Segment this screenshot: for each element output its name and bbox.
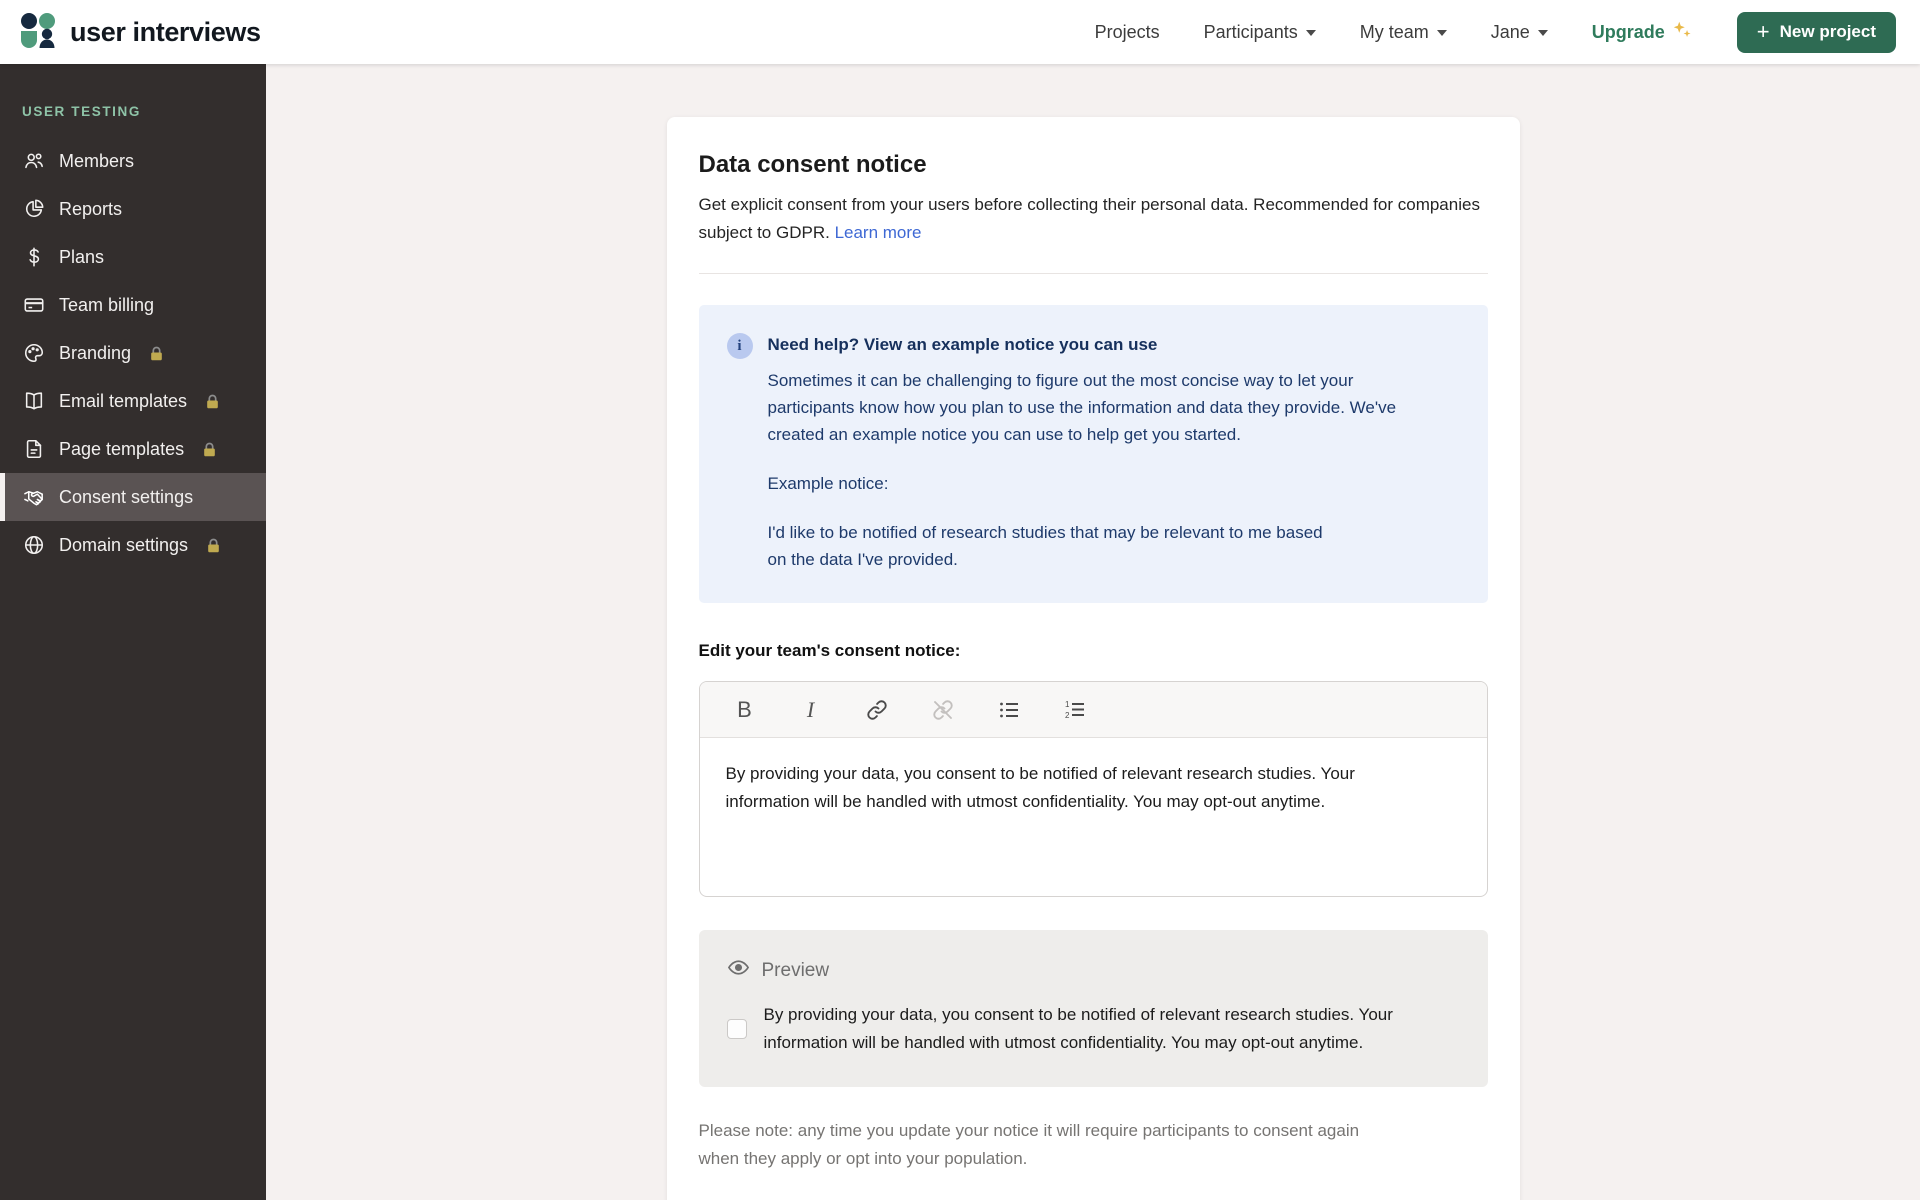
sidebar-item-page-templates[interactable] <box>0 425 266 473</box>
editor-content-text: By providing your data, you consent to be notified of relevant research studies. Your information will be handled with utmost confidentiality. You may opt-out anytime. <box>725 764 1355 811</box>
palette-icon <box>22 342 46 364</box>
preview-panel <box>699 930 1488 1087</box>
sidebar-item-reports[interactable] <box>0 185 266 233</box>
sidebar-item-label: Plans <box>59 246 105 267</box>
top-nav <box>1095 12 1896 53</box>
sidebar-item-label: Domain settings <box>59 534 189 555</box>
sidebar-item-branding[interactable] <box>0 329 266 377</box>
unlink-button[interactable] <box>930 697 956 723</box>
page-description-text: Get explicit consent from your users before collecting their personal data. Recommended for companies subject to GDPR. <box>698 195 1480 242</box>
globe-icon <box>22 534 46 556</box>
credit-card-icon <box>22 294 46 316</box>
lock-icon <box>201 441 218 458</box>
sidebar-item-label: Email templates <box>59 390 188 411</box>
sidebar-item-team-billing[interactable] <box>0 281 266 329</box>
link-button[interactable] <box>864 697 890 723</box>
preview-header <box>727 956 1460 985</box>
preview-consent-text: By providing your data, you consent to be notified of relevant research studies. Your information will be handled with utmost confidentiality. You may opt-out anytime. <box>763 1005 1393 1052</box>
main-content <box>266 64 1920 1200</box>
example-notice-text: I'd like to be notified of research studies that may be relevant to me based on the data I've provided. <box>767 523 1323 569</box>
sidebar-item-members[interactable] <box>0 137 266 185</box>
help-callout-body: Sometimes it can be challenging to figure out the most concise way to let your participants know how you plan to use the information and data they provide. We've created an example notice you can use to help get you started. <box>767 371 1397 444</box>
bold-button[interactable]: B <box>732 697 758 723</box>
dollar-icon <box>22 246 46 268</box>
numbered-list-button[interactable] <box>1062 697 1088 723</box>
lock-icon <box>148 345 165 362</box>
nav-user-menu[interactable] <box>1491 22 1548 43</box>
bullet-list-button[interactable] <box>996 697 1022 723</box>
consent-checkbox[interactable] <box>727 1019 747 1039</box>
learn-more-link[interactable]: Learn more <box>834 223 922 242</box>
nav-participants[interactable] <box>1204 22 1316 43</box>
lock-icon <box>204 393 221 410</box>
sidebar-item-label: Page templates <box>59 438 185 459</box>
consent-settings-card <box>667 117 1520 1200</box>
logo-text: user interviews <box>70 16 261 47</box>
document-icon <box>22 438 46 460</box>
nav-projects[interactable] <box>1095 22 1160 43</box>
logo-icon <box>18 10 58 55</box>
sidebar-item-email-templates[interactable] <box>0 377 266 425</box>
new-project-button[interactable] <box>1737 12 1896 53</box>
sidebar-item-consent-settings[interactable] <box>0 473 266 521</box>
chevron-down-icon <box>1306 30 1316 36</box>
rich-text-editor <box>699 681 1488 897</box>
update-note: Please note: any time you update your notice it will require participants to consent again when they apply or opt into your population. <box>698 1121 1360 1168</box>
example-notice-label: Example notice: <box>767 474 889 493</box>
nav-my-team[interactable] <box>1360 22 1447 43</box>
nav-my-team-label: My team <box>1359 21 1429 42</box>
sidebar <box>0 64 266 1200</box>
info-icon: i <box>727 333 753 359</box>
divider <box>699 273 1488 274</box>
members-icon <box>22 150 46 172</box>
help-callout-content <box>768 331 1423 573</box>
new-project-label: New project <box>1779 22 1876 41</box>
editor-label: Edit your team's consent notice: <box>698 641 961 660</box>
sidebar-section-label: USER TESTING <box>22 104 141 119</box>
help-callout-title: Need help? View an example notice you can use <box>767 335 1158 354</box>
top-navbar <box>0 0 1920 64</box>
preview-label: Preview <box>761 959 830 981</box>
plus-icon: + <box>1756 19 1770 44</box>
svg-text:2: 2 <box>1064 710 1069 720</box>
handshake-icon <box>22 486 46 509</box>
svg-text:1: 1 <box>1064 699 1069 709</box>
sidebar-item-label: Members <box>59 150 135 171</box>
chevron-down-icon <box>1437 30 1447 36</box>
page-description <box>699 191 1488 247</box>
sidebar-item-domain-settings[interactable] <box>0 521 266 569</box>
preview-consent-row <box>727 1001 1460 1057</box>
italic-button[interactable]: I <box>798 697 824 723</box>
nav-projects-label: Projects <box>1094 21 1160 42</box>
eye-icon <box>727 956 750 985</box>
sidebar-item-label: Reports <box>59 198 123 219</box>
upgrade-label: Upgrade <box>1591 21 1665 42</box>
lock-icon <box>205 537 222 554</box>
editor-toolbar <box>700 682 1487 738</box>
sparkles-icon <box>1671 19 1693 46</box>
help-callout <box>699 305 1488 603</box>
nav-participants-label: Participants <box>1203 21 1298 42</box>
sidebar-item-plans[interactable] <box>0 233 266 281</box>
nav-user-label: Jane <box>1490 21 1530 42</box>
logo[interactable] <box>18 10 261 55</box>
pie-chart-icon <box>22 198 46 220</box>
upgrade-link[interactable] <box>1592 19 1693 46</box>
sidebar-item-label: Branding <box>59 342 132 363</box>
sidebar-item-label: Consent settings <box>59 486 194 507</box>
book-icon <box>22 390 46 412</box>
editor-textarea[interactable] <box>700 738 1487 896</box>
page-title: Data consent notice <box>698 151 927 178</box>
sidebar-item-label: Team billing <box>59 294 155 315</box>
chevron-down-icon <box>1538 30 1548 36</box>
